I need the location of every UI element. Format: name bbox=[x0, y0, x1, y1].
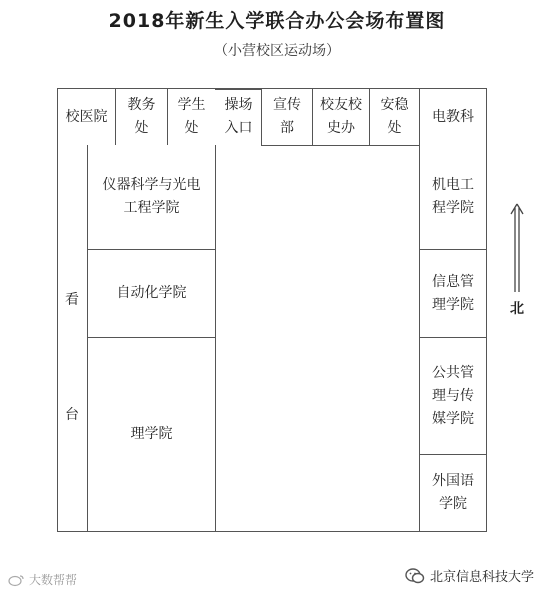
brand bbox=[405, 566, 534, 585]
booth-label: 入口 bbox=[224, 120, 253, 136]
watermark-logo-icon bbox=[8, 573, 26, 587]
booth-alumni-history-office bbox=[312, 88, 370, 146]
booth-instrument-optoelectronics bbox=[87, 145, 216, 250]
booth-label: 教务 bbox=[127, 97, 156, 113]
booth-label: 学院 bbox=[439, 496, 467, 512]
booth-label: 外国语 bbox=[432, 473, 474, 489]
booth-label: 理学院 bbox=[130, 426, 173, 442]
booth-label: 处 bbox=[134, 120, 149, 136]
booth-label: 自动化学院 bbox=[116, 285, 187, 301]
booth-label: 宣传 bbox=[273, 97, 301, 113]
booth-label: 学生 bbox=[177, 97, 206, 113]
booth-label: 机电工 bbox=[432, 177, 474, 193]
booth-label: 安稳 bbox=[380, 97, 409, 113]
booth-label: 信息管 bbox=[432, 273, 474, 290]
booth-academic-affairs bbox=[115, 88, 168, 146]
booth-label: 理学院 bbox=[432, 296, 474, 313]
north-label: 北 bbox=[510, 301, 524, 317]
booth-school-hospital bbox=[57, 88, 116, 146]
booth-publicity-dept bbox=[261, 88, 313, 146]
booth-mechanical-electrical bbox=[419, 145, 487, 250]
booth-av-education bbox=[419, 88, 487, 146]
playground-entrance bbox=[215, 88, 262, 146]
booth-label: 处 bbox=[387, 120, 402, 136]
stand-char-2: 台 bbox=[65, 407, 79, 423]
booth-label: 操场 bbox=[224, 97, 253, 113]
wechat-icon bbox=[405, 567, 425, 585]
field-bottom-line bbox=[215, 531, 420, 533]
spectator-stand bbox=[57, 145, 88, 532]
stand-char-1: 看 bbox=[65, 292, 79, 308]
booth-label: 公共管 bbox=[432, 364, 474, 381]
booth-information-management bbox=[419, 249, 487, 338]
booth-label: 理与传 bbox=[432, 387, 474, 404]
booth-label: 媒学院 bbox=[432, 410, 474, 427]
booth-label: 校友校 bbox=[320, 97, 362, 113]
booth-label: 部 bbox=[280, 120, 294, 136]
booth-label: 校医院 bbox=[65, 108, 108, 125]
booth-foreign-languages bbox=[419, 454, 487, 532]
watermark bbox=[8, 571, 77, 588]
page-subtitle: （小营校区运动场） bbox=[214, 43, 340, 59]
booth-automation bbox=[87, 249, 216, 338]
booth-science bbox=[87, 337, 216, 532]
booth-label: 史办 bbox=[327, 120, 355, 136]
booth-label: 工程学院 bbox=[123, 200, 180, 216]
booth-label: 程学院 bbox=[432, 200, 474, 216]
booth-label: 处 bbox=[184, 120, 199, 136]
booth-security-office bbox=[369, 88, 420, 146]
entrance-top-line bbox=[215, 88, 263, 90]
booth-public-management-media bbox=[419, 337, 487, 455]
booth-student-affairs bbox=[167, 88, 216, 146]
booth-label: 电教科 bbox=[432, 108, 474, 125]
watermark-text: 大数帮帮 bbox=[29, 573, 78, 587]
brand-name: 北京信息科技大学 bbox=[430, 570, 535, 585]
page-title: 2018年新生入学联合办公会场布置图 bbox=[108, 10, 446, 32]
booth-label: 仪器科学与光电 bbox=[102, 177, 201, 193]
north-arrow-icon bbox=[509, 202, 525, 294]
